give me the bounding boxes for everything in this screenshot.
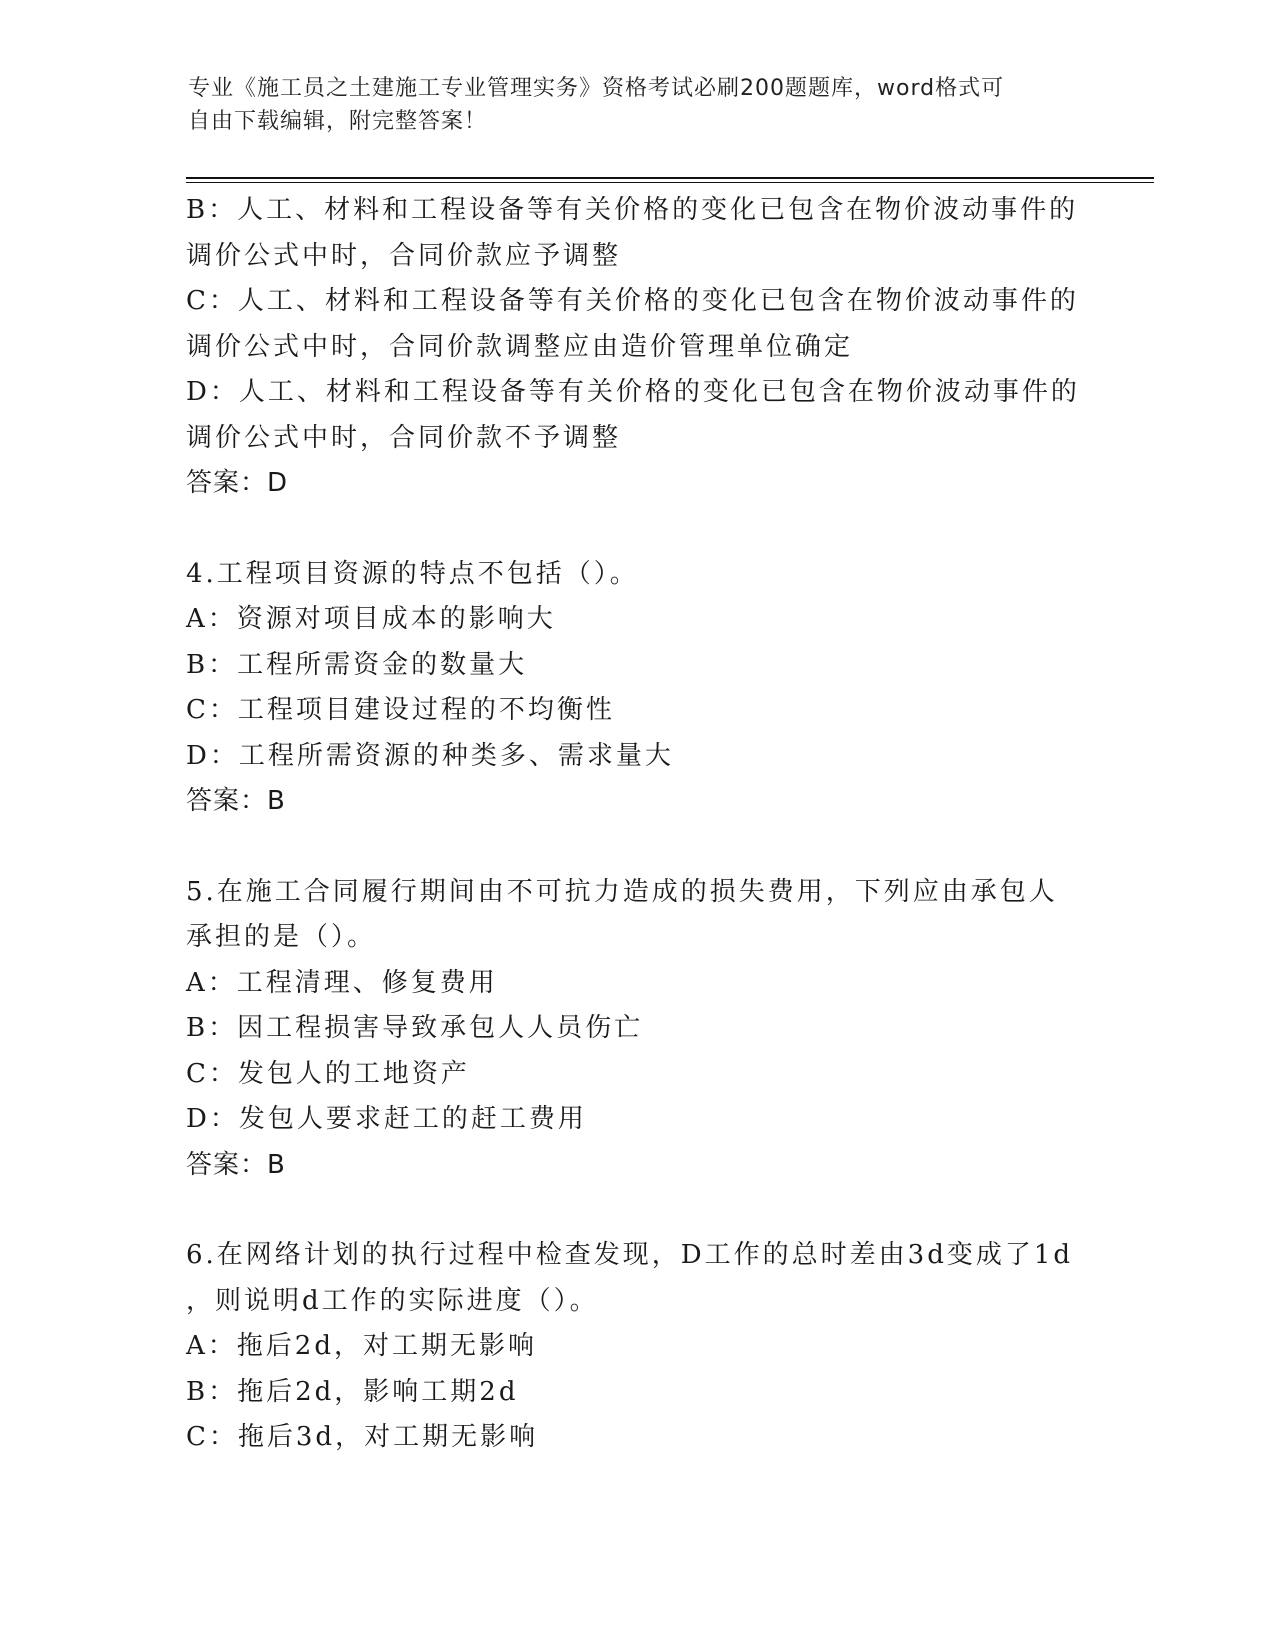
option-a: A：工程清理、修复费用 bbox=[186, 967, 498, 998]
option-a: A：拖后2d，对工期无影响 bbox=[186, 1331, 537, 1361]
option-c: C：工程项目建设过程的不均衡性 bbox=[186, 695, 615, 725]
option-c-line-1: C：人工、材料和工程设备等有关价格的变化已包含在物价波动事件的 bbox=[186, 286, 1079, 316]
option-c-line-2: 调价公式中时，合同价款调整应由造价管理单位确定 bbox=[186, 331, 854, 362]
question-content bbox=[186, 188, 1086, 1461]
question-stem: 4.工程项目资源的特点不包括（）。 bbox=[186, 558, 639, 589]
answer: 答案：D bbox=[186, 468, 289, 498]
header-line-2: 自由下载编辑，附完整答案！ bbox=[188, 109, 488, 134]
question-stem-line-1: 5.在施工合同履行期间由不可抗力造成的损失费用，下列应由承包人 bbox=[186, 876, 1058, 907]
option-c: C：发包人的工地资产 bbox=[186, 1058, 470, 1089]
option-b-line-1: B：人工、材料和工程设备等有关价格的变化已包含在物价波动事件的 bbox=[186, 195, 1079, 225]
answer: 答案：B bbox=[186, 786, 286, 816]
option-d: D：工程所需资源的种类多、需求量大 bbox=[186, 740, 674, 771]
question-5 bbox=[186, 870, 1086, 1189]
option-a: A：资源对项目成本的影响大 bbox=[186, 604, 556, 634]
option-c: C：拖后3d，对工期无影响 bbox=[186, 1422, 539, 1452]
header-rule-thick bbox=[186, 177, 1154, 179]
option-d: D：发包人要求赶工的赶工费用 bbox=[186, 1104, 587, 1134]
question-stem-line-2: 承担的是（）。 bbox=[186, 922, 377, 952]
option-d-line-1: D：人工、材料和工程设备等有关价格的变化已包含在物价波动事件的 bbox=[186, 377, 1080, 407]
question-4 bbox=[186, 552, 1086, 825]
header-line-1: 专业《施工员之土建施工专业管理实务》资格考试必刷200题题库，word格式可 bbox=[188, 76, 1005, 101]
option-b: B：工程所需资金的数量大 bbox=[186, 649, 528, 680]
option-d-line-2: 调价公式中时，合同价款不予调整 bbox=[186, 422, 622, 453]
answer: 答案：B bbox=[186, 1149, 286, 1180]
question-stem-line-1: 6.在网络计划的执行过程中检查发现，D工作的总时差由3d变成了1d bbox=[186, 1240, 1074, 1270]
header-rule-thin bbox=[186, 182, 1154, 183]
question-3 bbox=[186, 188, 1086, 507]
option-b-line-2: 调价公式中时，合同价款应予调整 bbox=[186, 240, 622, 271]
question-stem-line-2: ，则说明d工作的实际进度（）。 bbox=[186, 1285, 599, 1316]
option-b: B：拖后2d，影响工期2d bbox=[186, 1376, 519, 1407]
option-b: B：因工程损害导致承包人人员伤亡 bbox=[186, 1013, 644, 1043]
document-header bbox=[188, 72, 1068, 138]
question-6 bbox=[186, 1233, 1086, 1461]
